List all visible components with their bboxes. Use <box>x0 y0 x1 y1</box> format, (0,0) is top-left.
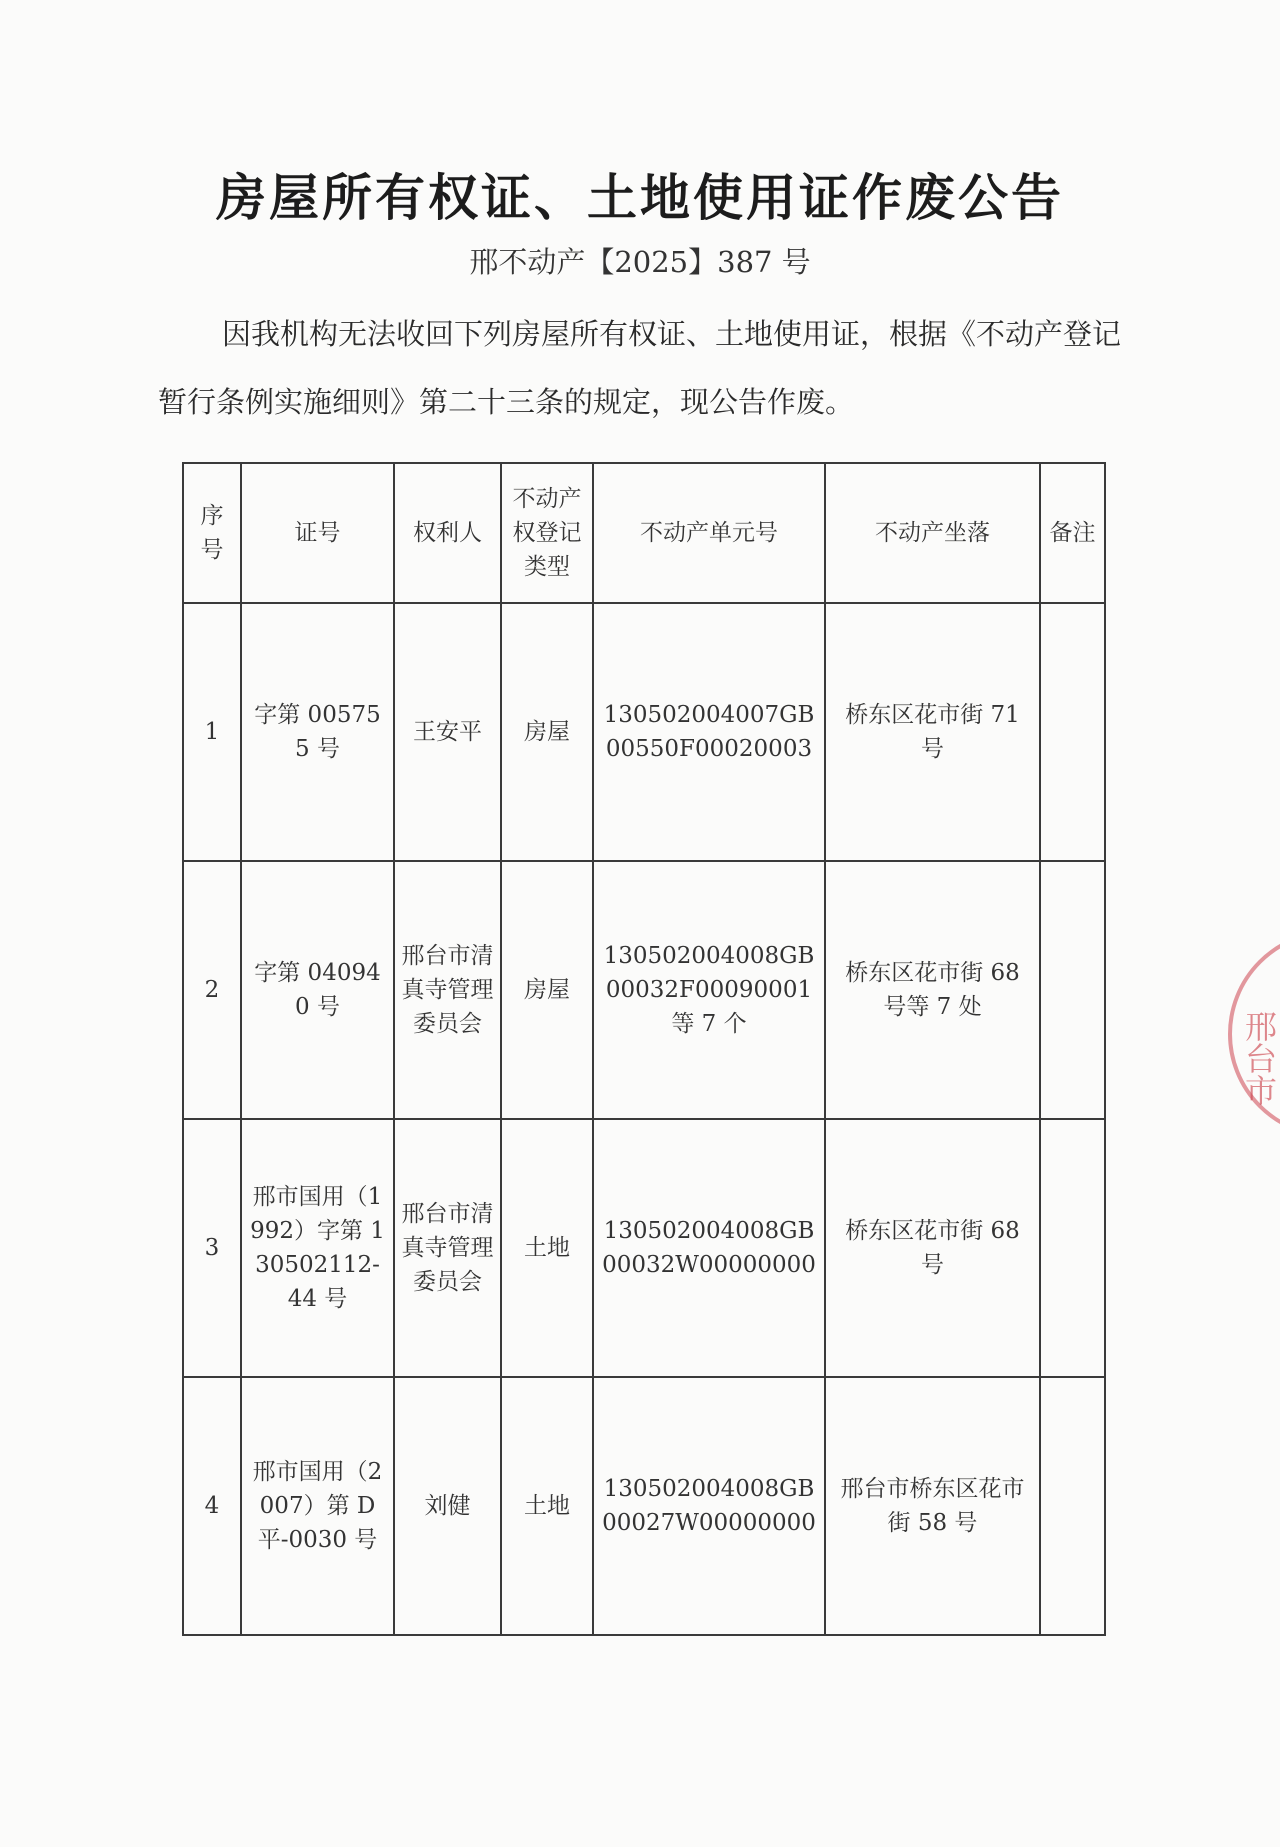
cell-reg-type: 房屋 <box>501 861 593 1119</box>
records-table <box>182 462 1106 1636</box>
cell-owner: 刘健 <box>394 1377 501 1635</box>
document-number: 邢不动产【2025】387 号 <box>469 245 811 279</box>
cell-cert-no: 邢市国用（1992）字第 130502112-44 号 <box>241 1119 394 1377</box>
cell-location: 桥东区花市街 68 号等 7 处 <box>825 861 1040 1119</box>
cell-remark <box>1040 1377 1105 1635</box>
table-header-row <box>183 463 1105 603</box>
col-header-unit-no: 不动产单元号 <box>593 463 825 603</box>
intro-paragraph: 因我机构无法收回下列房屋所有权证、土地使用证，根据《不动产登记暂行条例实施细则》第二十三条的规定，现公告作废。 <box>158 317 1122 419</box>
cell-location: 桥东区花市街 68 号 <box>825 1119 1040 1377</box>
col-header-location: 不动产坐落 <box>825 463 1040 603</box>
table-row <box>183 1377 1105 1635</box>
cell-location: 桥东区花市街 71 号 <box>825 603 1040 861</box>
cell-owner: 王安平 <box>394 603 501 861</box>
cell-unit-no: 130502004008GB00032W00000000 <box>593 1119 825 1377</box>
page-title: 房屋所有权证、土地使用证作废公告 <box>216 168 1064 227</box>
cell-index: 4 <box>183 1377 241 1635</box>
cell-index: 2 <box>183 861 241 1119</box>
col-header-remark: 备注 <box>1040 463 1105 603</box>
table-row <box>183 603 1105 861</box>
cell-owner: 邢台市清真寺管理委员会 <box>394 861 501 1119</box>
cell-reg-type: 土地 <box>501 1119 593 1377</box>
table-row <box>183 861 1105 1119</box>
cell-reg-type: 房屋 <box>501 603 593 861</box>
cell-index: 1 <box>183 603 241 861</box>
col-header-cert-no: 证号 <box>241 463 394 603</box>
official-seal-text: 邢台市 <box>1240 1010 1278 1106</box>
cell-cert-no: 字第 040940 号 <box>241 861 394 1119</box>
cell-location: 邢台市桥东区花市街 58 号 <box>825 1377 1040 1635</box>
cell-remark <box>1040 603 1105 861</box>
cell-unit-no: 130502004008GB00027W00000000 <box>593 1377 825 1635</box>
cell-reg-type: 土地 <box>501 1377 593 1635</box>
col-header-owner: 权利人 <box>394 463 501 603</box>
cell-index: 3 <box>183 1119 241 1377</box>
table-row <box>183 1119 1105 1377</box>
cell-unit-no: 130502004007GB00550F00020003 <box>593 603 825 861</box>
cell-cert-no: 字第 005755 号 <box>241 603 394 861</box>
cell-unit-no: 130502004008GB00032F00090001 等 7 个 <box>593 861 825 1119</box>
cell-remark <box>1040 861 1105 1119</box>
col-header-reg-type: 不动产权登记类型 <box>501 463 593 603</box>
cell-remark <box>1040 1119 1105 1377</box>
cell-cert-no: 邢市国用（2007）第 D 平-0030 号 <box>241 1377 394 1635</box>
col-header-index: 序号 <box>183 463 241 603</box>
cell-owner: 邢台市清真寺管理委员会 <box>394 1119 501 1377</box>
